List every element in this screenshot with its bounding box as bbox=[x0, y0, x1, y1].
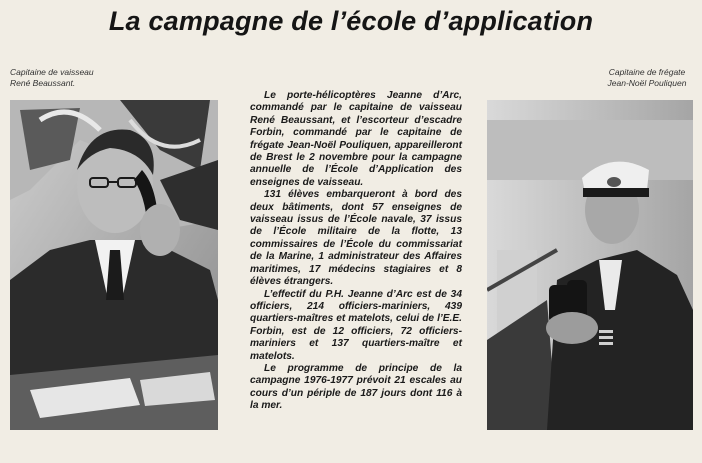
article-body bbox=[250, 90, 462, 413]
caption-right-name: Jean-Noël Pouliquen bbox=[607, 78, 687, 88]
article-paragraph: Le porte-hélicoptères Jeanne d’Arc, commandé par le capitaine de vaisseau René Beaussant, et l’escorteur d’escadre Forbin, commandé par le capitaine de frégate Jean-Noël Pouliquen, appareilleront de Brest le 2 novembre pour la campagne annuelle de l’École d’Application des enseignes de vaisseau. bbox=[250, 90, 462, 188]
photo-captain-pouliquen-image bbox=[487, 100, 693, 430]
photo-captain-beaussant-image bbox=[10, 100, 218, 430]
page-title: La campagne de l’école d’application bbox=[108, 6, 594, 36]
article-paragraph: 131 élèves embarqueront à bord des deux bâtiments, dont 57 enseignes de vaisseau issus de l’École navale, 37 issus de l’École militaire de la flotte, 13 commissaires de l’École du commissariat de la Marine, 1 administrateur des Affaires maritimes, 17 médecins stagiaires et 8 élèves étrangers. bbox=[250, 189, 462, 288]
caption-left-name: René Beaussant. bbox=[10, 78, 76, 88]
caption-left-rank: Capitaine de vaisseau bbox=[10, 67, 94, 77]
article-paragraph: Le programme de principe de la campagne 1976-1977 prévoit 21 escales au cours d’un périple de 187 jours dont 116 à la mer. bbox=[250, 362, 462, 412]
caption-right bbox=[596, 67, 698, 89]
caption-right-rank: Capitaine de frégate bbox=[608, 67, 686, 77]
photo-captain-beaussant bbox=[10, 100, 218, 430]
caption-left bbox=[10, 67, 94, 89]
article-paragraph: L’effectif du P.H. Jeanne d’Arc est de 34 officiers, 214 officiers-mariniers, 439 quartiers-maîtres et matelots, celui de l’E.E. Forbin, est de 12 officiers, 72 officiers-mariniers et 137 quartiers-maître et matelots. bbox=[250, 288, 462, 362]
photo-captain-pouliquen bbox=[487, 100, 693, 430]
